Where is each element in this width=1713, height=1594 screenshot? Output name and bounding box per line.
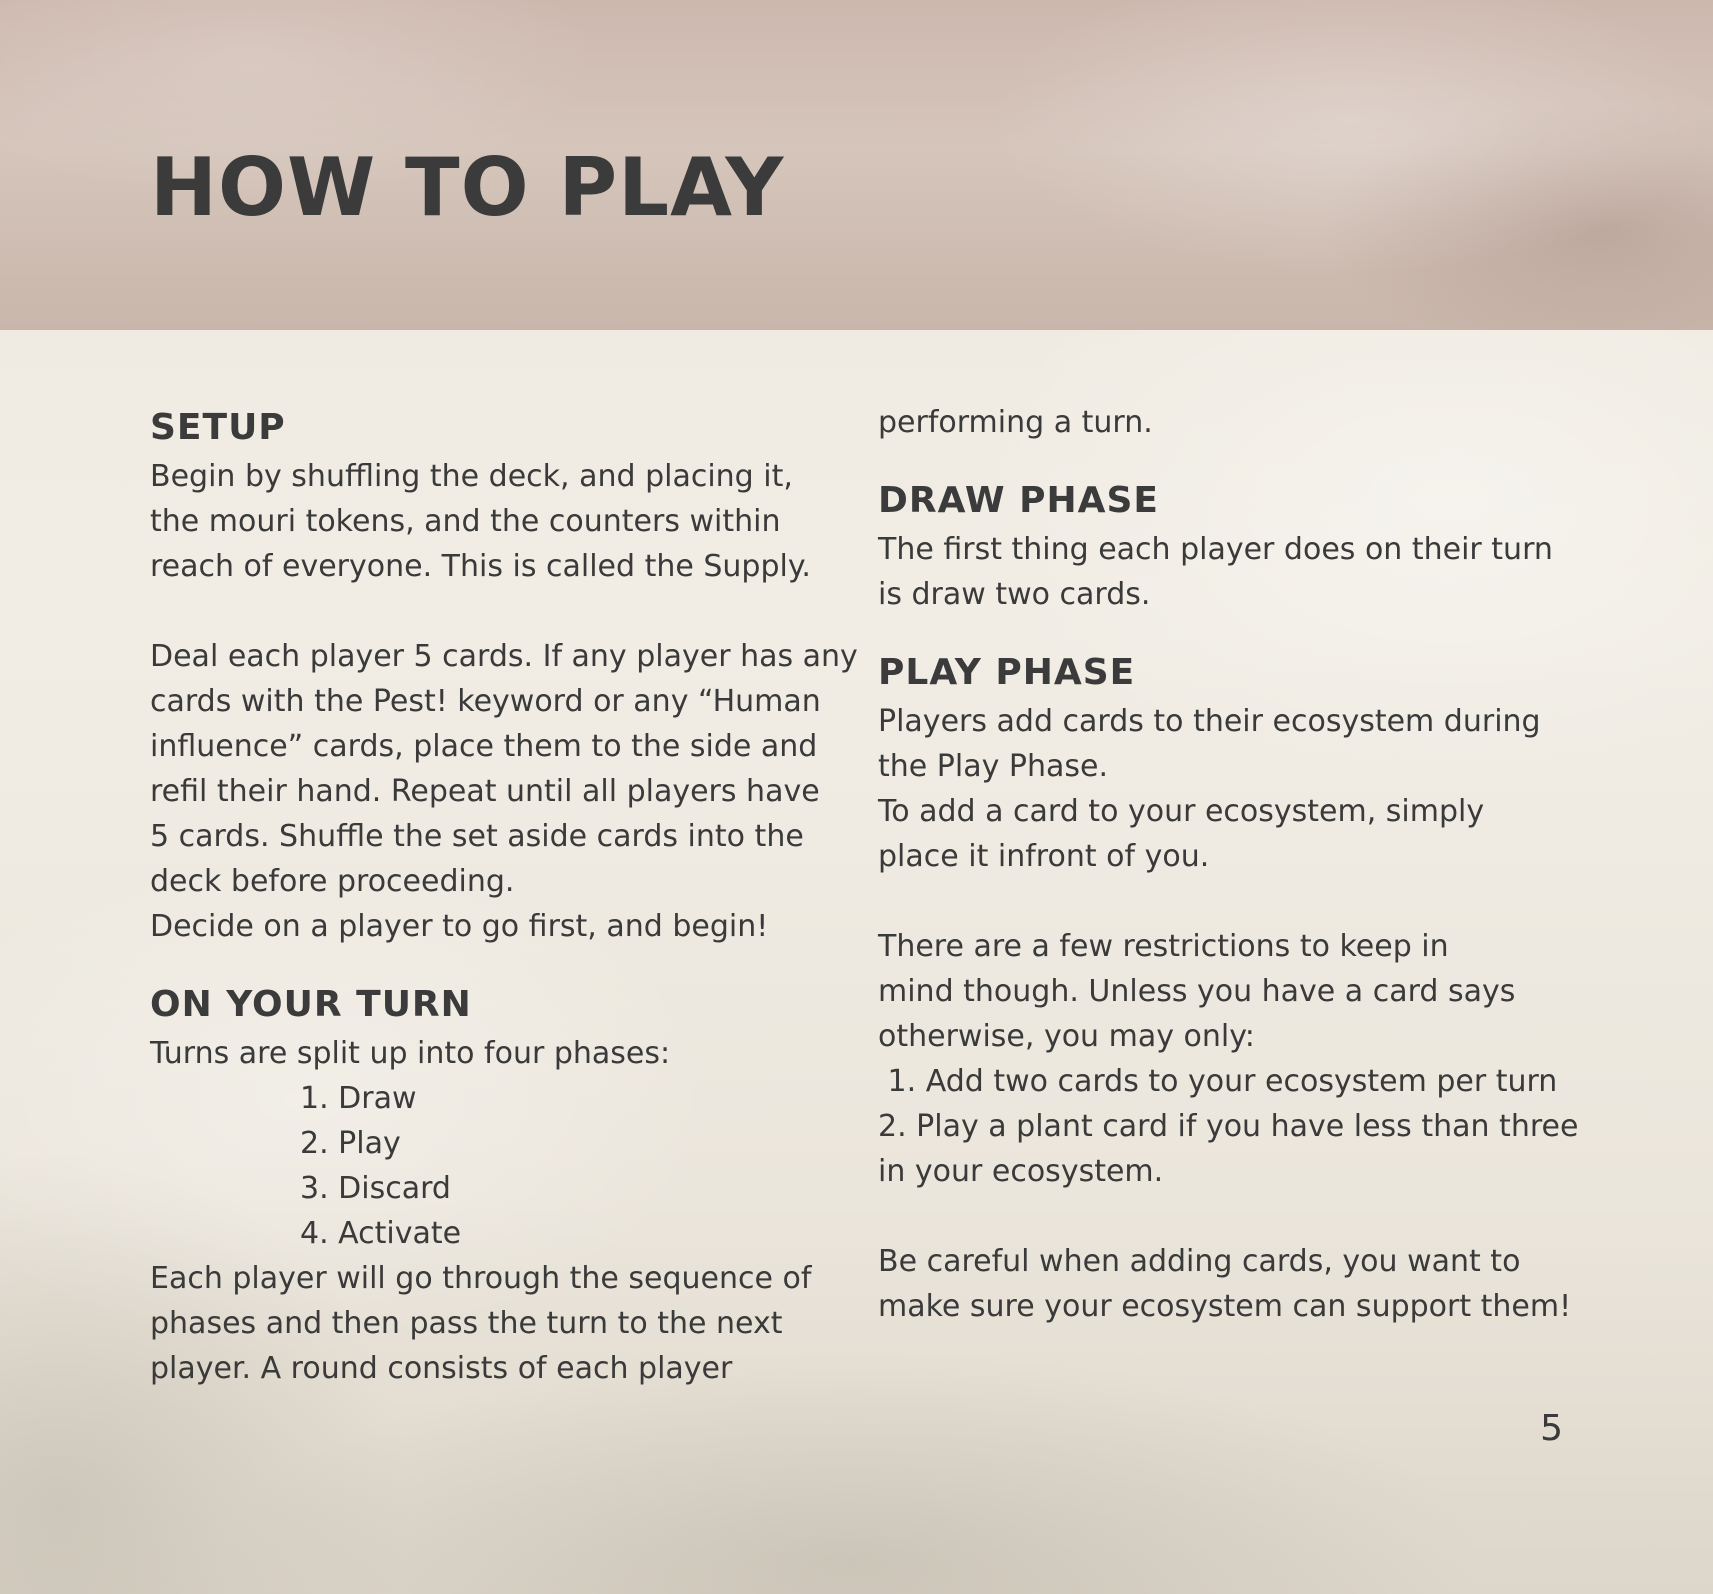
setup-paragraph-1 — [150, 454, 840, 589]
text-line: influence” cards, place them to the side and — [150, 729, 818, 764]
list-item: 1. Draw — [300, 1081, 417, 1116]
turn-outro — [150, 1256, 840, 1391]
list-item: 3. Discard — [300, 1171, 451, 1206]
turn-intro: Turns are split up into four phases: — [150, 1036, 671, 1071]
text-line: refil their hand. Repeat until all players have — [150, 774, 820, 809]
text-line: cards with the Pest! keyword or any “Human — [150, 684, 821, 719]
text-line: reach of everyone. This is called the Supply. — [150, 549, 811, 584]
text-line: is draw two cards. — [878, 577, 1151, 612]
text-line: Deal each player 5 cards. If any player has any — [150, 639, 858, 674]
draw-phase-text — [878, 527, 1568, 617]
setup-heading: SETUP — [150, 407, 286, 448]
text-line: Begin by shuffling the deck, and placing it, — [150, 459, 793, 494]
on-your-turn-heading: ON YOUR TURN — [150, 984, 472, 1025]
list-item: 2. Play — [300, 1126, 401, 1161]
text-line: the Play Phase. — [878, 749, 1108, 784]
text-line: Players add cards to their ecosystem during — [878, 704, 1541, 739]
list-item: 4. Activate — [300, 1216, 462, 1251]
text-line: Be careful when adding cards, you want to — [878, 1244, 1521, 1279]
text-line: otherwise, you may only: — [878, 1019, 1255, 1054]
draw-phase-heading: DRAW PHASE — [878, 480, 1159, 521]
text-line: There are a few restrictions to keep in — [878, 929, 1449, 964]
page-title: HOW TO PLAY — [150, 141, 785, 234]
text-line: in your ecosystem. — [878, 1154, 1164, 1189]
left-column — [150, 402, 858, 1391]
text-line: 5 cards. Shuffle the set aside cards into the — [150, 819, 804, 854]
text-line: 2. Play a plant card if you have less than three — [878, 1109, 1579, 1144]
right-column — [878, 400, 1579, 1329]
text-line: player. A round consists of each player — [150, 1351, 733, 1386]
play-phase-heading: PLAY PHASE — [878, 652, 1136, 693]
text-line: The first thing each player does on their turn — [878, 532, 1553, 567]
header-band — [0, 0, 1713, 330]
page-number: 5 — [1540, 1408, 1563, 1449]
play-phase-paragraph-3 — [878, 1239, 1572, 1329]
text-line: phases and then pass the turn to the next — [150, 1306, 783, 1341]
text-line: 1. Add two cards to your ecosystem per turn — [878, 1064, 1558, 1099]
play-phase-paragraph-1 — [878, 699, 1568, 879]
text-line: performing a turn. — [878, 405, 1153, 440]
text-line: make sure your ecosystem can support them! — [878, 1289, 1572, 1324]
setup-paragraph-2 — [150, 634, 858, 949]
text-line: To add a card to your ecosystem, simply — [878, 794, 1485, 829]
text-line: the mouri tokens, and the counters within — [150, 504, 781, 539]
text-line: deck before proceeding. — [150, 864, 515, 899]
turn-outro-continued — [878, 400, 1568, 445]
text-line: place it infront of you. — [878, 839, 1210, 874]
text-line: Each player will go through the sequence of — [150, 1261, 812, 1296]
text-line: mind though. Unless you have a card says — [878, 974, 1516, 1009]
play-phase-paragraph-2 — [878, 924, 1579, 1194]
text-line: Decide on a player to go first, and begin! — [150, 909, 769, 944]
phase-list — [150, 1076, 840, 1256]
